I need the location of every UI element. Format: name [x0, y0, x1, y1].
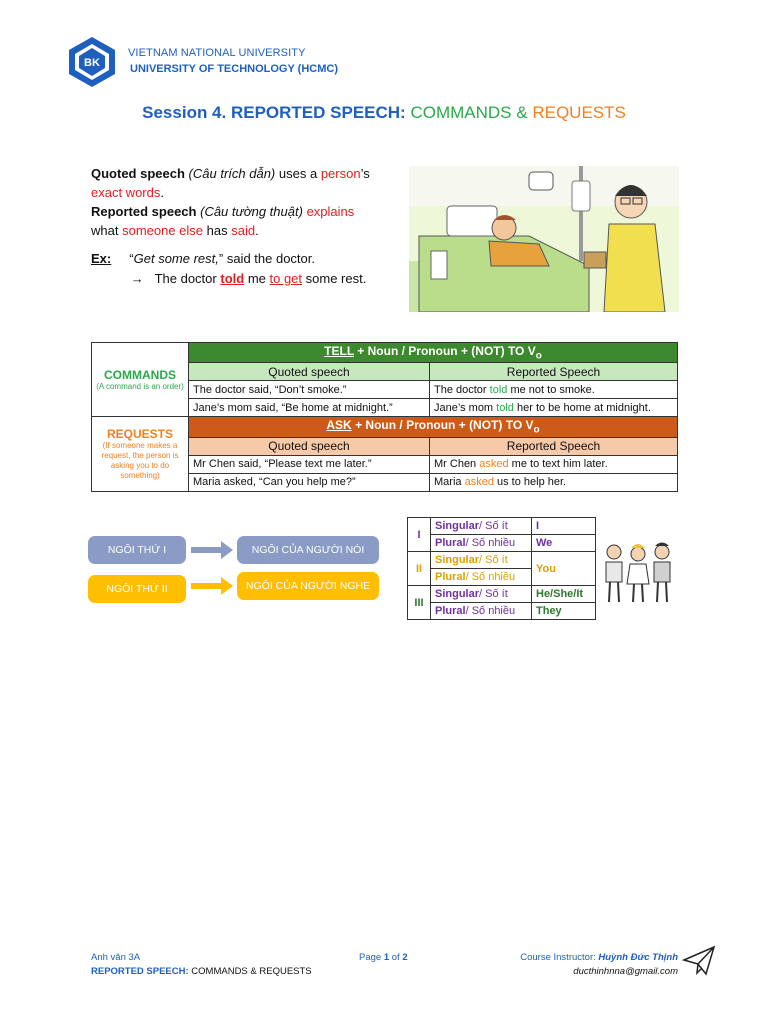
- university-name: VIETNAM NATIONAL UNIVERSITY: [128, 47, 306, 59]
- example: Ex: “Get some rest,” said the doctor. → The doctor told me to get some rest.: [91, 251, 367, 286]
- requests-formula: ASK + Noun / Pronoun + (NOT) TO $V_o$: [189, 417, 678, 437]
- listener-pill: NGÔI CỦA NGƯỜI NGHE: [237, 572, 379, 600]
- arrow-right-icon: [191, 575, 233, 597]
- intro-text: Quoted speech (Câu trích dẫn) uses a person’s exact words. Reported speech (Câu tường thuật) explains what someone else has said.: [91, 166, 370, 238]
- reported-speech-table: [91, 342, 678, 492]
- arrow-right-icon: →: [130, 271, 144, 286]
- faculty-name: UNIVERSITY OF TECHNOLOGY (HCMC): [130, 63, 338, 75]
- second-person-pill: NGÔI THỨ II: [88, 575, 186, 603]
- bk-logo-icon: [66, 36, 118, 88]
- col-quoted: Quoted speech: [189, 363, 430, 381]
- speaker-pill: NGÔI CỦA NGƯỜI NÓI: [237, 536, 379, 564]
- paper-plane-icon: [682, 944, 716, 978]
- footer-email: ducthinhnna@gmail.com: [573, 966, 678, 977]
- col-quoted: Quoted speech: [189, 437, 430, 455]
- hospital-illustration: [409, 166, 679, 312]
- footer-topic: REPORTED SPEECH: COMMANDS & REQUESTS: [91, 966, 312, 977]
- commands-label-cell: COMMANDS (A command is an order): [92, 343, 189, 417]
- table-row: The doctor said, “Don’t smoke.” The doctor told me not to smoke.: [92, 381, 678, 399]
- page-title: Session 4. REPORTED SPEECH: COMMANDS & REQUESTS: [142, 103, 626, 122]
- first-person-pill: NGÔI THỨ I: [88, 536, 186, 564]
- arrow-right-icon: [191, 539, 233, 561]
- pronoun-table: I Singular/ Số ít I Plural/ Số nhiều We II Singular/ Số ít You Plural/ Số nhiều III Singular/ Số ít He/She/It Plural/ Số nhiều They: [407, 517, 596, 620]
- footer-instructor: Course Instructor: Huỳnh Đức Thịnh: [520, 952, 678, 963]
- kids-illustration: [600, 540, 676, 606]
- table-row: Maria asked, “Can you help me?” Maria asked us to help her.: [92, 473, 678, 491]
- col-reported: Reported Speech: [430, 363, 678, 381]
- table-row: Jane’s mom said, “Be home at midnight.” Jane’s mom told her to be home at midnight.: [92, 399, 678, 417]
- footer-course: Anh văn 3A: [91, 952, 141, 963]
- requests-label-cell: REQUESTS (If someone makes a request, the person is asking you to do something): [92, 417, 189, 491]
- table-row: Mr Chen said, “Please text me later.” Mr Chen asked me to text him later.: [92, 455, 678, 473]
- page-number: Page 1 of 2: [359, 952, 408, 963]
- svg-text:BK: BK: [84, 57, 100, 69]
- col-reported: Reported Speech: [430, 437, 678, 455]
- commands-formula: TELL + Noun / Pronoun + (NOT) TO $V_o$: [189, 343, 678, 363]
